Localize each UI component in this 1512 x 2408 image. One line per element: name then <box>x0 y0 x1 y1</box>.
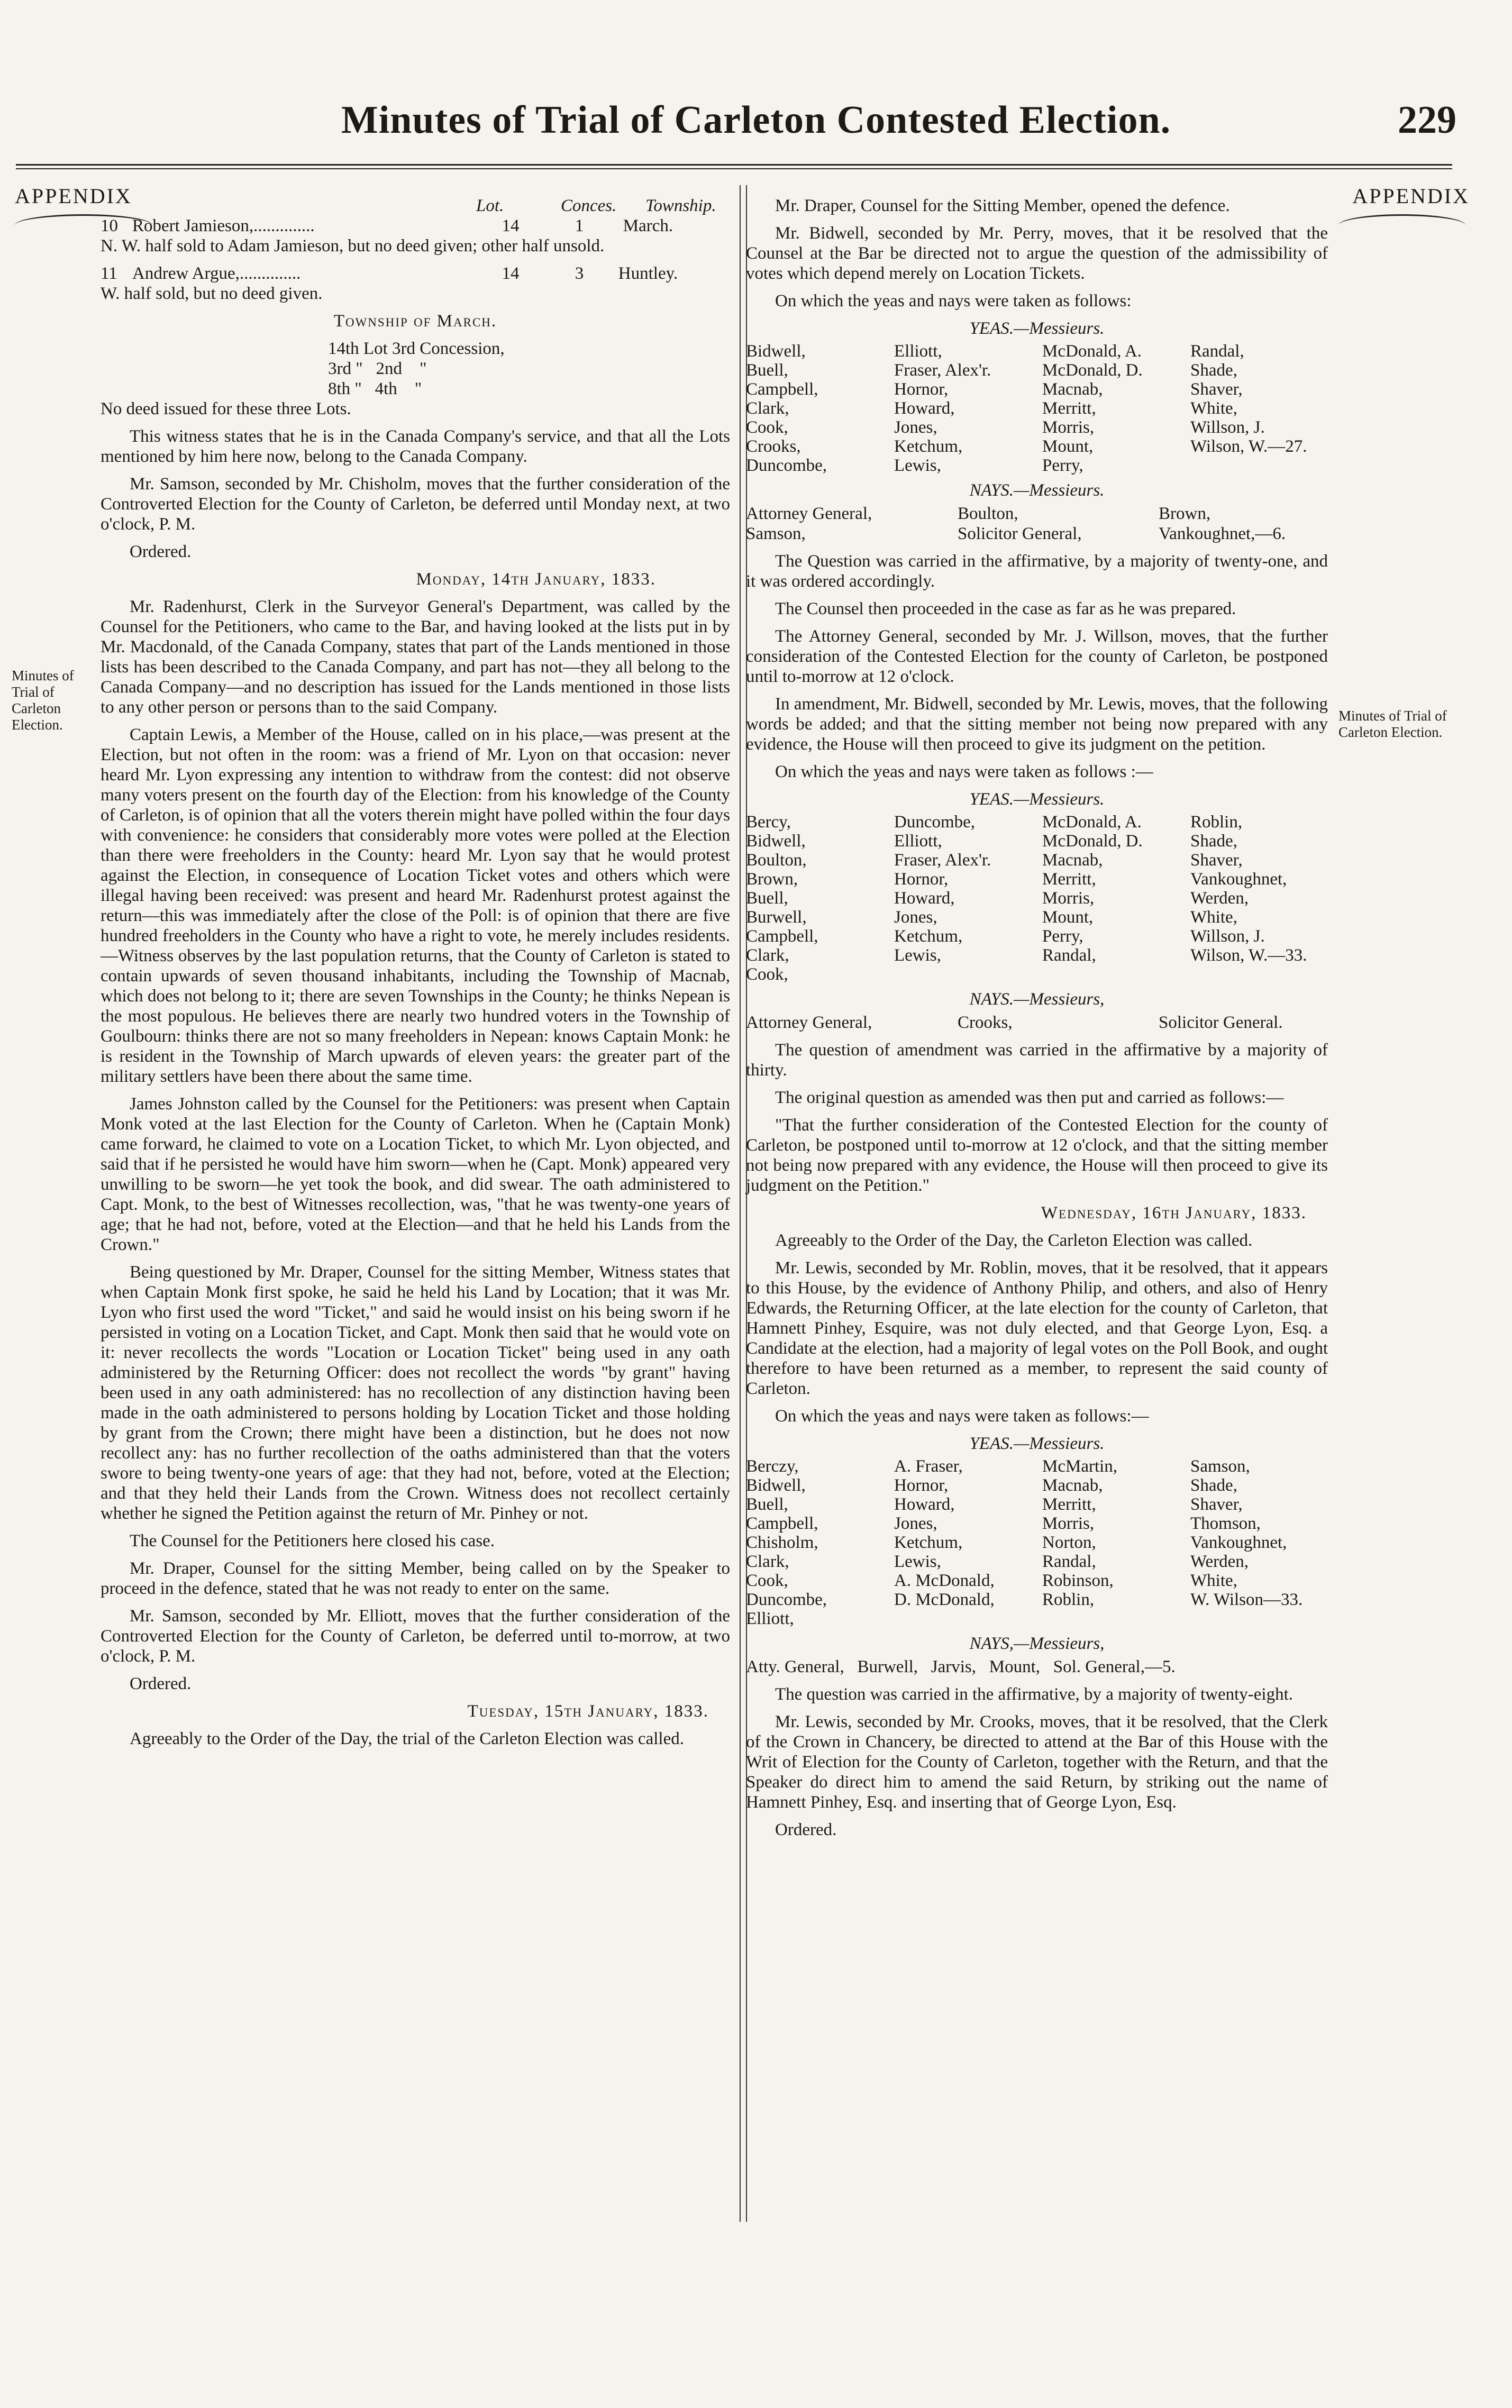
margin-note-left: Minutes of Trial of Carleton Election. <box>12 668 74 733</box>
member-name: Howard, <box>894 889 955 908</box>
paragraph: Mr. Lewis, seconded by Mr. Crooks, moves, that it be resolved, that the Clerk of the Crown in Chancery, be directed to attend at the Bar of this House with the Writ of Election for the County of Carleton, together with the Return, and that the Speaker do direct him to amend the said Return, by striking out the name of Hamnett Pinhey, Esq. and inserting that of George Lyon, Esq. <box>746 1712 1328 1812</box>
right-column <box>746 196 1328 1847</box>
member-name: Merritt, <box>1042 399 1096 418</box>
member-name: Buell, <box>746 1495 788 1514</box>
date-heading: Monday, 14th January, 1833. <box>416 570 656 589</box>
member-name <box>1042 1609 1190 1628</box>
member-name: Elliott, <box>894 832 942 851</box>
page-header <box>0 98 1512 156</box>
paragraph: Mr. Draper, Counsel for the sitting Member, being called on by the Speaker to proceed in the defence, stated that he was not ready to enter on the same. <box>101 1559 730 1598</box>
appendix-label-right: APPENDIX <box>1352 184 1470 208</box>
member-name: Morris, <box>1042 889 1095 908</box>
page-number: 229 <box>1398 98 1456 142</box>
member-name: Shaver, <box>1190 380 1243 399</box>
member-name: Attorney General, <box>746 1013 872 1032</box>
member-name: Willson, J. <box>1190 927 1265 946</box>
member-name: Clark, <box>746 399 789 418</box>
paragraph: This witness states that he is in the Canada Company's service, and that all the Lots mentioned by him here now, belong to the Canada Company. <box>101 427 730 466</box>
member-name: Vankoughnet, <box>1190 870 1287 889</box>
member-name <box>1042 965 1190 984</box>
member-name: Macnab, <box>1042 1476 1103 1495</box>
member-name: Campbell, <box>746 380 818 399</box>
member-name: Ketchum, <box>894 437 963 456</box>
yeas-heading: YEAS.—Messieurs. <box>969 790 1105 809</box>
member-name: Cook, <box>746 965 788 984</box>
nays-heading: NAYS,—Messieurs, <box>969 1634 1105 1653</box>
lot-row-10: 10 Robert Jamieson,.............. 14 1 March. <box>101 216 673 235</box>
member-name <box>894 965 1042 984</box>
member-name <box>894 1609 1042 1628</box>
member-name: Duncombe, <box>746 1590 827 1609</box>
paragraph: The Question was carried in the affirmative, by a majority of twenty-one, and it was ordered accordingly. <box>746 552 1328 591</box>
yeas-heading: YEAS.—Messieurs. <box>969 1434 1105 1453</box>
member-name: Roblin, <box>1042 1590 1095 1609</box>
member-name: Clark, <box>746 946 789 965</box>
member-name: Hornor, <box>894 1476 949 1495</box>
member-name: Clark, <box>746 1552 789 1571</box>
member-name: Samson, <box>1190 1457 1250 1476</box>
member-name: Vankoughnet, <box>1190 1533 1287 1552</box>
member-name: Cook, <box>746 1571 788 1590</box>
paragraph: In amendment, Mr. Bidwell, seconded by Mr. Lewis, moves, that the following words be added; and that the sitting member not being now prepared with any evidence, the House will then proceed to give its judgment on the petition. <box>746 695 1328 754</box>
member-name: Boulton, <box>746 851 807 870</box>
member-name: Perry, <box>1042 927 1083 946</box>
paragraph: Ordered. <box>130 1674 192 1693</box>
member-name: Hornor, <box>894 380 949 399</box>
member-name: Roblin, <box>1190 813 1243 832</box>
member-name: Howard, <box>894 399 955 418</box>
paragraph: Agreeably to the Order of the Day, the trial of the Carleton Election was called. <box>130 1729 684 1748</box>
yeas-list <box>746 1457 1328 1628</box>
lot-row-11: 11 Andrew Argue,.............. 14 3 Huntley. <box>101 264 678 283</box>
quoted-resolution: "That the further consideration of the Contested Election for the county of Carleton, be postponed until to-morrow at 12 o'clock, and that the sitting member not being now prepared with any evidence, the House will then proceed to give its judgment on the Petition." <box>746 1116 1328 1195</box>
nays-heading: NAYS.—Messieurs. <box>969 481 1105 500</box>
yeas-list <box>746 342 1328 475</box>
member-name: Ketchum, <box>894 927 963 946</box>
member-name: Mount, <box>1042 437 1094 456</box>
appendix-label-left: APPENDIX <box>15 184 132 208</box>
member-name: Jones, <box>894 908 937 927</box>
member-name: Lewis, <box>894 1552 941 1571</box>
paragraph: The original question as amended was then put and carried as follows:— <box>775 1088 1284 1107</box>
member-name: White, <box>1190 399 1237 418</box>
nays-list <box>746 1013 1328 1033</box>
member-name: Werden, <box>1190 889 1249 908</box>
paragraph: Ordered. <box>775 1820 837 1839</box>
member-name: Lewis, <box>894 456 941 475</box>
member-name: Bidwell, <box>746 832 806 851</box>
member-name: Willson, J. <box>1190 418 1265 437</box>
member-name: A. Fraser, <box>894 1457 963 1476</box>
lot-table-header: Lot. Conces. Township. <box>476 196 716 215</box>
paragraph: The question was carried in the affirmative, by a majority of twenty-eight. <box>775 1685 1293 1704</box>
member-name: Merritt, <box>1042 870 1096 889</box>
member-name: McDonald, D. <box>1042 832 1143 851</box>
member-name: Buell, <box>746 361 788 380</box>
member-name: Duncombe, <box>894 813 976 832</box>
page-title: Minutes of Trial of Carleton Contested Election. <box>341 98 1171 142</box>
member-name: Elliott, <box>746 1609 794 1628</box>
member-name: Brown, <box>1159 504 1211 523</box>
yeas-list <box>746 813 1328 984</box>
nays-list <box>746 504 1328 544</box>
lot-note: W. half sold, but no deed given. <box>101 284 323 303</box>
member-name: Solicitor General, <box>958 524 1082 543</box>
member-name: Morris, <box>1042 1514 1095 1533</box>
member-name: Crooks, <box>958 1013 1013 1032</box>
member-name: Chisholm, <box>746 1533 818 1552</box>
lot-line: 3rd " 2nd " <box>328 359 427 378</box>
paragraph: On which the yeas and nays were taken as follows: <box>775 291 1132 311</box>
member-name: Elliott, <box>894 342 942 361</box>
member-name: Merritt, <box>1042 1495 1096 1514</box>
member-name: Attorney General, <box>746 504 872 523</box>
member-name: Robinson, <box>1042 1571 1114 1590</box>
brace-right <box>1338 214 1465 227</box>
member-name: McDonald, A. <box>1042 813 1142 832</box>
margin-note-right: Minutes of Trial of Carleton Election. <box>1338 708 1447 740</box>
member-name: Hornor, <box>894 870 949 889</box>
member-name: Campbell, <box>746 927 818 946</box>
paragraph: On which the yeas and nays were taken as follows:— <box>775 1407 1149 1426</box>
member-name: Howard, <box>894 1495 955 1514</box>
member-name: Perry, <box>1042 456 1083 475</box>
member-name: Buell, <box>746 889 788 908</box>
header-rule-double <box>16 168 1452 169</box>
paragraph: James Johnston called by the Counsel for the Petitioners: was present when Captain Monk voted at the last Election for the County of Carleton. When he (Captain Monk) came forward, he claimed to vote on a Location Ticket, to which Mr. Lyon objected, and said that if he persisted he would have him sworn—when he (Capt. Monk) appeared very unwilling to be sworn—he yet took the book, and did swear. The oath administered to Capt. Monk, to the best of Witnesses recollection, was, "that he was twenty-one years of age; that he had not, before, voted at the Election—and that he held his Lands from the Crown." <box>101 1094 730 1254</box>
member-name: Jones, <box>894 1514 937 1533</box>
paragraph: On which the yeas and nays were taken as follows :— <box>775 762 1153 781</box>
paragraph: Agreeably to the Order of the Day, the Carleton Election was called. <box>775 1231 1253 1250</box>
member-name: Shaver, <box>1190 1495 1243 1514</box>
member-name: McDonald, A. <box>1042 342 1142 361</box>
member-name: Shade, <box>1190 361 1237 380</box>
member-name: Macnab, <box>1042 380 1103 399</box>
paragraph: The Counsel for the Petitioners here closed his case. <box>130 1531 495 1550</box>
member-name: Randal, <box>1042 946 1096 965</box>
member-name: Mount, <box>1042 908 1094 927</box>
member-name: Cook, <box>746 418 788 437</box>
paragraph: The Attorney General, seconded by Mr. J. Willson, moves, that the further consideration of the Contested Election for the county of Carleton, be postponed until to-morrow at 12 o'clock. <box>746 627 1328 686</box>
paragraph: Mr. Samson, seconded by Mr. Chisholm, moves that the further consideration of the Controverted Election for the County of Carleton, be deferred until Monday next, at two o'clock, P. M. <box>101 475 730 534</box>
member-name: McDonald, D. <box>1042 361 1143 380</box>
nays-heading: NAYS.—Messieurs, <box>969 990 1105 1009</box>
member-name: Campbell, <box>746 1514 818 1533</box>
member-name: Samson, <box>746 524 806 543</box>
member-name: Wilson, W.—33. <box>1190 946 1307 965</box>
paragraph: The Counsel then proceeded in the case as far as he was prepared. <box>775 599 1236 618</box>
member-name <box>1190 1609 1328 1628</box>
member-name: Jones, <box>894 418 937 437</box>
paragraph: Ordered. <box>130 542 192 561</box>
section-heading: Township of March. <box>333 312 497 331</box>
lot-note: N. W. half sold to Adam Jamieson, but no deed given; other half unsold. <box>101 236 605 256</box>
member-name: Randal, <box>1042 1552 1096 1571</box>
member-name: Burwell, <box>746 908 807 927</box>
paragraph: Captain Lewis, a Member of the House, called on in his place,—was present at the Election, but not often in the room: was a friend of Mr. Lyon on that occasion: never heard Mr. Lyon expressing any intention to withdraw from the contest: did not observe many voters present on the fourth day of the Election: from his knowledge of the County of Carleton, is of opinion that all the voters therein might have polled within the four days with convenience: he considers that considerably more votes were polled at the Election than there were freeholders in the County: heard Mr. Lyon say that he would protest against the Election, in consequence of Location Ticket votes and others which were illegal having been received: was present and heard Mr. Radenhurst protest against the return—this was immediately after the close of the Poll: is of opinion that there are five hundred freeholders in the County who have a right to vote, he merely includes residents.—Witness observes by the last population returns, that the County of Carleton is stated to contain upwards of seven thousand inhabitants, including the Township of Macnab, which does not belong to it; there are seven Townships in the County; he thinks Nepean is the most populous. He believes there are nearly two hundred voters in the Township of Goulbourn: thinks there are not so many freeholders in Nepean: knows Captain Monk: he is resident in the Township of March upwards of eleven years: the greater part of the military settlers have been there about the same time. <box>101 725 730 1086</box>
yeas-heading: YEAS.—Messieurs. <box>969 319 1105 338</box>
member-name: Macnab, <box>1042 851 1103 870</box>
paragraph: Mr. Samson, seconded by Mr. Elliott, moves that the further consideration of the Controverted Election for the County of Carleton, be deferred until to-morrow, at two o'clock, P. M. <box>101 1607 730 1666</box>
lot-line: 14th Lot 3rd Concession, <box>328 339 505 358</box>
lot-line: 8th " 4th " <box>328 379 422 398</box>
paragraph: Being questioned by Mr. Draper, Counsel for the sitting Member, Witness states that when Captain Monk first spoke, he said he held his Land by Location; that it was Mr. Lyon who first used the word "Ticket," and said he would insist on his being sworn if he persisted in voting on a Location Ticket, and Capt. Monk then said that he would vote on it: never recollects the words "Location or Location Ticket" being used in any oath administered by the Returning Officer: does not recollect the words "by grant" having been used in any oath administered: has no recollection of any distinction having been made in the oath administered to persons holding by Location Ticket and those holding by grant from the Crown; there might have been a distinction, but he does not now recollect any: has no further recollection of the oaths administered than that the voters swore to being twenty-one years of age: that they had not, before, voted at the Election; and that they held their Lands from the Crown. Witness does not recollect certainly whether he signed the Petition against the return of Mr. Pinhey or not. <box>101 1263 730 1523</box>
paragraph: Mr. Lewis, seconded by Mr. Roblin, moves, that it be resolved, that it appears to this House, by the evidence of Anthony Philip, and others, and also of Henry Edwards, the Returning Officer, at the late election for the county of Carleton, that Hamnett Pinhey, Esquire, was not duly elected, and that George Lyon, Esq. a Candidate at the election, had a majority of legal votes on the Poll Book, and ought therefore to have been returned as a member, to represent the said county of Carleton. <box>746 1258 1328 1398</box>
member-name: Shaver, <box>1190 851 1243 870</box>
member-name: Shade, <box>1190 832 1237 851</box>
paragraph: Mr. Bidwell, seconded by Mr. Perry, moves, that it be resolved that the Counsel at the Bar be directed not to argue the question of the admissibility of votes which depend merely on Location Tickets. <box>746 224 1328 283</box>
member-name: Norton, <box>1042 1533 1096 1552</box>
date-heading: Wednesday, 16th January, 1833. <box>1041 1203 1307 1223</box>
member-name: Randal, <box>1190 342 1244 361</box>
member-name: McMartin, <box>1042 1457 1118 1476</box>
left-column <box>101 196 730 1756</box>
paragraph: No deed issued for these three Lots. <box>101 399 351 418</box>
member-name: D. McDonald, <box>894 1590 995 1609</box>
member-name: Morris, <box>1042 418 1095 437</box>
paragraph: Mr. Radenhurst, Clerk in the Surveyor General's Department, was called by the Counsel for the Petitioners, who came to the Bar, and having looked at the lists put in by Mr. Macdonald, of the Canada Company, states that part of the Lands mentioned in those lists has been described to the Canada Company, and part has not—they all belong to the Canada Company—and no description has issued for the Lands mentioned in those lists to any other person or persons than to the said Company. <box>101 597 730 717</box>
member-name: Ketchum, <box>894 1533 963 1552</box>
member-name <box>1190 965 1328 984</box>
paragraph: Mr. Draper, Counsel for the Sitting Member, opened the defence. <box>775 196 1230 215</box>
date-heading: Tuesday, 15th January, 1833. <box>467 1702 709 1721</box>
member-name: Wilson, W.—27. <box>1190 437 1307 456</box>
member-name: Duncombe, <box>746 456 827 475</box>
member-name: Fraser, Alex'r. <box>894 851 991 870</box>
member-name: Crooks, <box>746 437 801 456</box>
member-name: Bidwell, <box>746 342 806 361</box>
member-name: Thomson, <box>1190 1514 1261 1533</box>
member-name: Vankoughnet,—6. <box>1159 524 1286 543</box>
member-name: Shade, <box>1190 1476 1237 1495</box>
member-name: Werden, <box>1190 1552 1249 1571</box>
member-name: W. Wilson—33. <box>1190 1590 1303 1609</box>
member-name: Lewis, <box>894 946 941 965</box>
member-name: Berczy, <box>746 1457 799 1476</box>
nays-list: Atty. General, Burwell, Jarvis, Mount, Sol. General,—5. <box>746 1657 1176 1676</box>
member-name: Solicitor General. <box>1159 1013 1283 1032</box>
member-name: White, <box>1190 908 1237 927</box>
member-name: Bercy, <box>746 813 791 832</box>
header-rule <box>16 164 1452 166</box>
member-name: A. McDonald, <box>894 1571 995 1590</box>
member-name: Boulton, <box>958 504 1018 523</box>
member-name: Fraser, Alex'r. <box>894 361 991 380</box>
member-name: Brown, <box>746 870 798 889</box>
member-name <box>1190 456 1328 475</box>
member-name: White, <box>1190 1571 1237 1590</box>
column-divider <box>740 185 741 2222</box>
paragraph: The question of amendment was carried in the affirmative by a majority of thirty. <box>746 1041 1328 1080</box>
member-name: Bidwell, <box>746 1476 806 1495</box>
